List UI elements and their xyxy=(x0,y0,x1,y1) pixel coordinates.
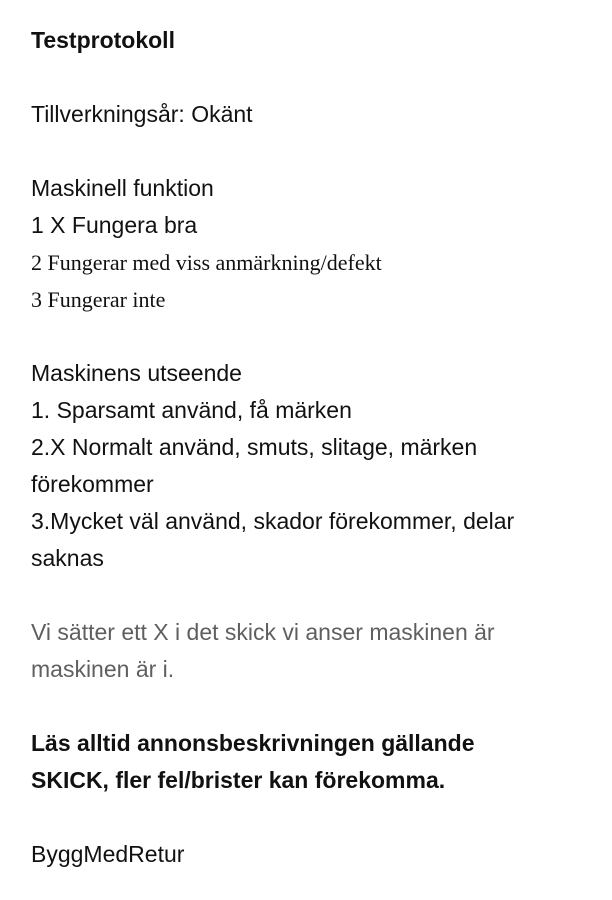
appearance-option-3-line-1: 3.Mycket väl använd, skador förekommer, delar xyxy=(31,508,515,534)
spacer xyxy=(31,133,591,170)
document-body xyxy=(31,22,591,873)
appearance-option-1: 1. Sparsamt använd, få märken xyxy=(31,397,352,423)
spacer xyxy=(31,59,591,96)
appearance-option-2-line-1: 2.X Normalt använd, smuts, slitage, märken xyxy=(31,434,478,460)
spacer xyxy=(31,318,591,355)
appearance-option-2-line-2: förekommer xyxy=(31,471,154,497)
appearance-option-3-line-2: saknas xyxy=(31,545,104,571)
warning-line-2: SKICK, fler fel/brister kan förekomma. xyxy=(31,767,446,793)
spacer xyxy=(31,688,591,725)
note-line-2: maskinen är i. xyxy=(31,656,175,682)
signature: ByggMedRetur xyxy=(31,841,185,867)
warning-line-1: Läs alltid annonsbeskrivningen gällande xyxy=(31,730,475,756)
function-option-3: 3 Fungerar inte xyxy=(31,287,166,312)
spacer xyxy=(31,799,591,836)
appearance-heading: Maskinens utseende xyxy=(31,360,242,386)
note-line-1: Vi sätter ett X i det skick vi anser maskinen är xyxy=(31,619,495,645)
function-option-2: 2 Fungerar med viss anmärkning/defekt xyxy=(31,250,382,275)
function-option-1: 1 X Fungera bra xyxy=(31,212,198,238)
manufacture-year: Tillverkningsår: Okänt xyxy=(31,101,253,127)
function-heading: Maskinell funktion xyxy=(31,175,214,201)
document-title: Testprotokoll xyxy=(31,27,175,53)
spacer xyxy=(31,577,591,614)
